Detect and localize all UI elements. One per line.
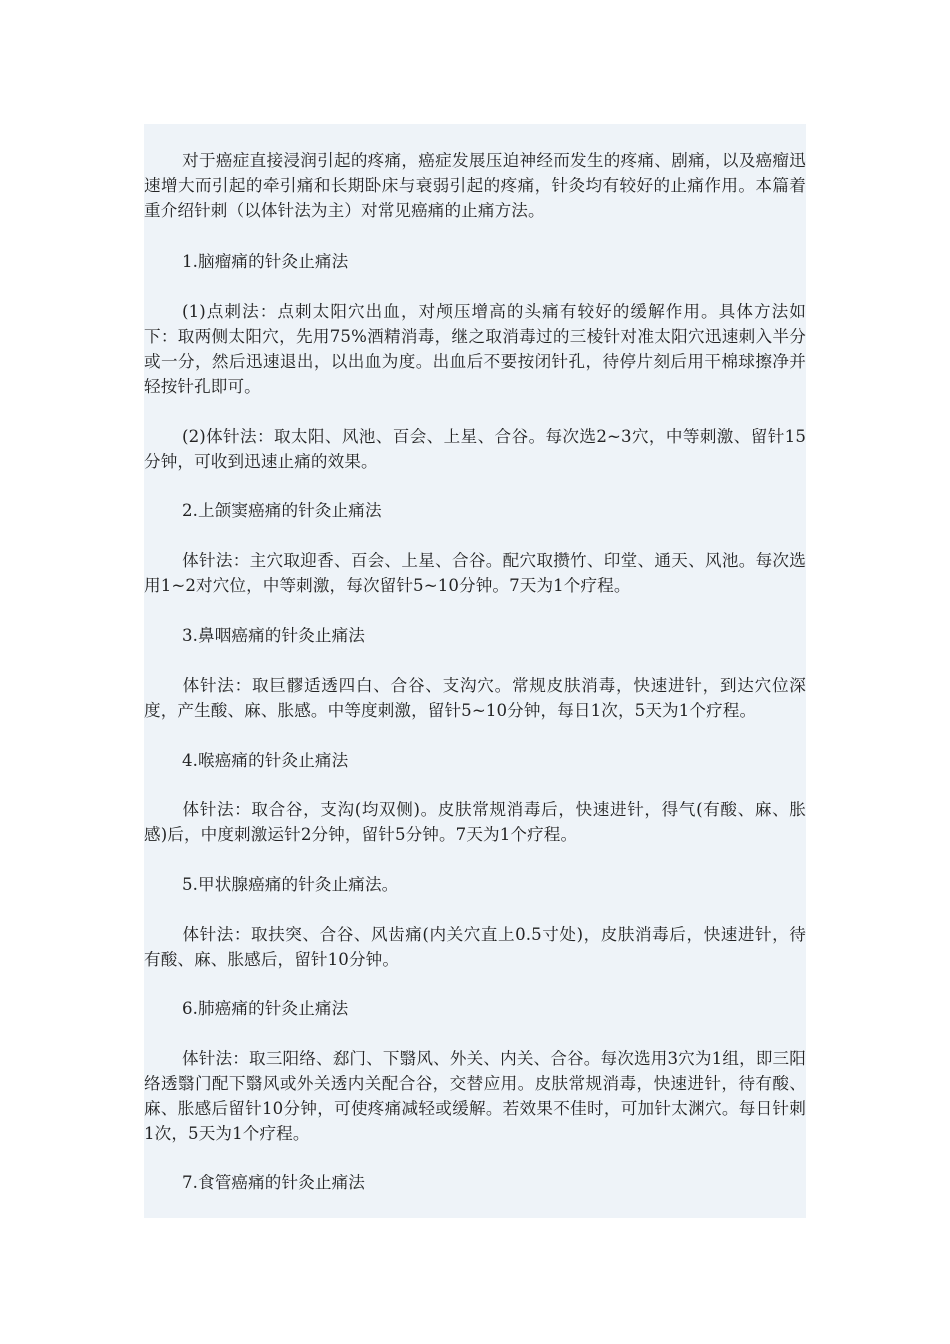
paragraph-body-acupuncture-brain: (2)体针法：取太阳、风池、百会、上星、合谷。每次选2~3穴，中等刺激、留针15分钟，可收到迅速止痛的效果。	[144, 427, 806, 471]
paragraph-thyroid: 体针法：取扶突、合谷、风齿痛(内关穴直上0.5寸处)，皮肤消毒后，快速进针，待有酸、麻、胀感后，留针10分钟。	[144, 925, 806, 969]
paragraph-lung: 体针法：取三阳络、郄门、下翳风、外关、内关、合谷。每次选用3穴为1组，即三阳络透翳门配下翳风或外关透内关配合谷，交替应用。皮肤常规消毒，快速进针，待有酸、麻、胀感后留针10分钟，可使疼痛减轻或缓解。若效果不佳时，可加针太渊穴。每日针刺1次，5天为1个疗程。	[144, 1049, 806, 1143]
paragraph-laryngeal: 体针法：取合谷，支沟(均双侧)。皮肤常规消毒后，快速进针，得气(有酸、麻、胀感)后，中度刺激运针2分钟，留针5分钟。7天为1个疗程。	[144, 800, 806, 844]
paragraph-nasopharyngeal: 体针法：取巨髎适透四白、合谷、支沟穴。常规皮肤消毒，快速进针，到达穴位深度，产生酸、麻、胀感。中等度刺激，留针5~10分钟，每日1次，5天为1个疗程。	[144, 676, 806, 720]
intro-paragraph: 对于癌症直接浸润引起的疼痛，癌症发展压迫神经而发生的疼痛、剧痛，以及癌瘤迅速增大而引起的牵引痛和长期卧床与衰弱引起的疼痛，针灸均有较好的止痛作用。本篇着重介绍针刺（以体针法为主）对常见癌痛的止痛方法。	[144, 151, 806, 220]
section-heading-maxillary-sinus: 2.上颌窦癌痛的针灸止痛法	[182, 501, 382, 520]
section-heading-brain-tumor: 1.脑瘤痛的针灸止痛法	[182, 252, 349, 271]
section-heading-nasopharyngeal: 3.鼻咽癌痛的针灸止痛法	[182, 626, 365, 645]
section-heading-esophageal: 7.食管癌痛的针灸止痛法	[182, 1173, 365, 1192]
article-content-panel	[144, 124, 806, 1218]
section-heading-thyroid: 5.甲状腺癌痛的针灸止痛法。	[182, 875, 399, 894]
paragraph-pricking-method: (1)点刺法：点刺太阳穴出血，对颅压增高的头痛有较好的缓解作用。具体方法如下：取两侧太阳穴，先用75%酒精消毒，继之取消毒过的三棱针对准太阳穴迅速刺入半分或一分，然后迅速退出，以出血为度。出血后不要按闭针孔，待停片刻后用干棉球擦净并轻按针孔即可。	[144, 302, 806, 396]
section-heading-laryngeal: 4.喉癌痛的针灸止痛法	[182, 751, 349, 770]
section-heading-lung: 6.肺癌痛的针灸止痛法	[182, 999, 349, 1018]
paragraph-maxillary-sinus: 体针法：主穴取迎香、百会、上星、合谷。配穴取攒竹、印堂、通天、风池。每次选用1~2对穴位，中等刺激，每次留针5~10分钟。7天为1个疗程。	[144, 551, 806, 595]
